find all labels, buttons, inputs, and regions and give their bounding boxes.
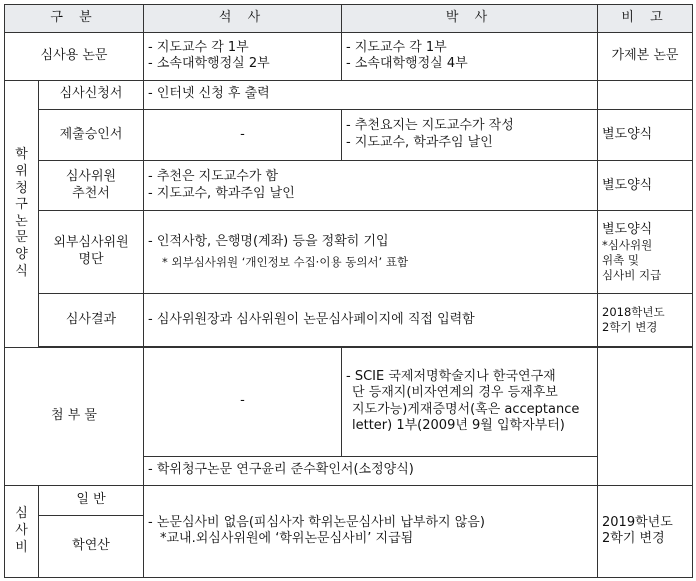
header-remarks: 비 고 xyxy=(598,5,693,33)
fee-remark: 2019학년도 2학기 변경 xyxy=(598,485,693,577)
group-label-fee: 심 사 비 xyxy=(5,485,39,577)
thesis-label: 심사용 논문 xyxy=(5,33,144,81)
external-content: - 인적사항, 은행명(계좌) 등을 정확히 기입 * 외부심사위원 ‘개인정보 수집·이용 동의서’ 표함 xyxy=(144,211,598,294)
result-remark: 2018학년도 2학기 변경 xyxy=(598,294,693,347)
thesis-remark: 가제본 논문 xyxy=(598,33,693,81)
attachments-masters: - xyxy=(144,347,342,456)
fee-industry-label: 학연산 xyxy=(39,515,144,577)
header-category: 구 분 xyxy=(5,5,144,33)
recommendation-remark: 별도양식 xyxy=(598,161,693,211)
attachments-label: 첨 부 물 xyxy=(5,347,144,485)
external-remark: 별도양식 *심사위원 위촉 및 심사비 지급 xyxy=(598,211,693,294)
result-label: 심사결과 xyxy=(39,294,144,347)
external-label: 외부심사위원 명단 xyxy=(39,211,144,294)
row-external xyxy=(5,211,693,294)
recommendation-label: 심사위원 추천서 xyxy=(39,161,144,211)
application-content: - 인터넷 신청 후 출력 xyxy=(144,80,598,109)
attachments-doctoral: - SCIE 국제저명학술지나 한국연구재 단 등재지(비자연계의 경우 등재후보 지도가능)게재증명서(혹은 acceptance letter) 1부(2009년 9월 입학자부터) xyxy=(342,347,598,456)
approval-label: 제출승인서 xyxy=(39,109,144,161)
thesis-masters: - 지도교수 각 1부 - 소속대학행정실 2부 xyxy=(144,33,342,81)
header-row xyxy=(5,5,693,33)
approval-remark: 별도양식 xyxy=(598,109,693,161)
result-content: - 심사위원장과 심사위원이 논문심사페이지에 직접 입력함 xyxy=(144,294,598,347)
row-result xyxy=(5,294,693,347)
row-approval xyxy=(5,109,693,161)
row-application xyxy=(5,80,693,109)
external-note: * 외부심사위원 ‘개인정보 수집·이용 동의서’ 표함 xyxy=(162,255,409,270)
document-table xyxy=(4,4,693,578)
row-thesis xyxy=(5,33,693,81)
fee-general-label: 일 반 xyxy=(39,485,144,515)
group-label-forms: 학 위 청 구 논 문 양 식 xyxy=(5,80,39,347)
fee-content: - 논문심사비 없음(피심사자 학위논문심사비 납부하지 않음) *교내.외심사위원에 ‘학위논문심사비’ 지급됨 xyxy=(144,485,598,577)
header-masters: 석 사 xyxy=(144,5,342,33)
application-label: 심사신청서 xyxy=(39,80,144,109)
header-doctoral: 박 사 xyxy=(342,5,598,33)
attachments-ethics: - 학위청구논문 연구윤리 준수확인서(소정양식) xyxy=(144,456,598,485)
approval-doctoral: - 추천요지는 지도교수가 작성 - 지도교수, 학과주임 날인 xyxy=(342,109,598,161)
row-recommendation xyxy=(5,161,693,211)
approval-masters: - xyxy=(144,109,342,161)
row-attachments xyxy=(5,347,693,456)
thesis-doctoral: - 지도교수 각 1부 - 소속대학행정실 4부 xyxy=(342,33,598,81)
recommendation-content: - 추천은 지도교수가 함 - 지도교수, 학과주임 날인 xyxy=(144,161,598,211)
application-remark xyxy=(598,80,693,109)
attachments-remark xyxy=(598,347,693,485)
row-fee-general xyxy=(5,485,693,515)
